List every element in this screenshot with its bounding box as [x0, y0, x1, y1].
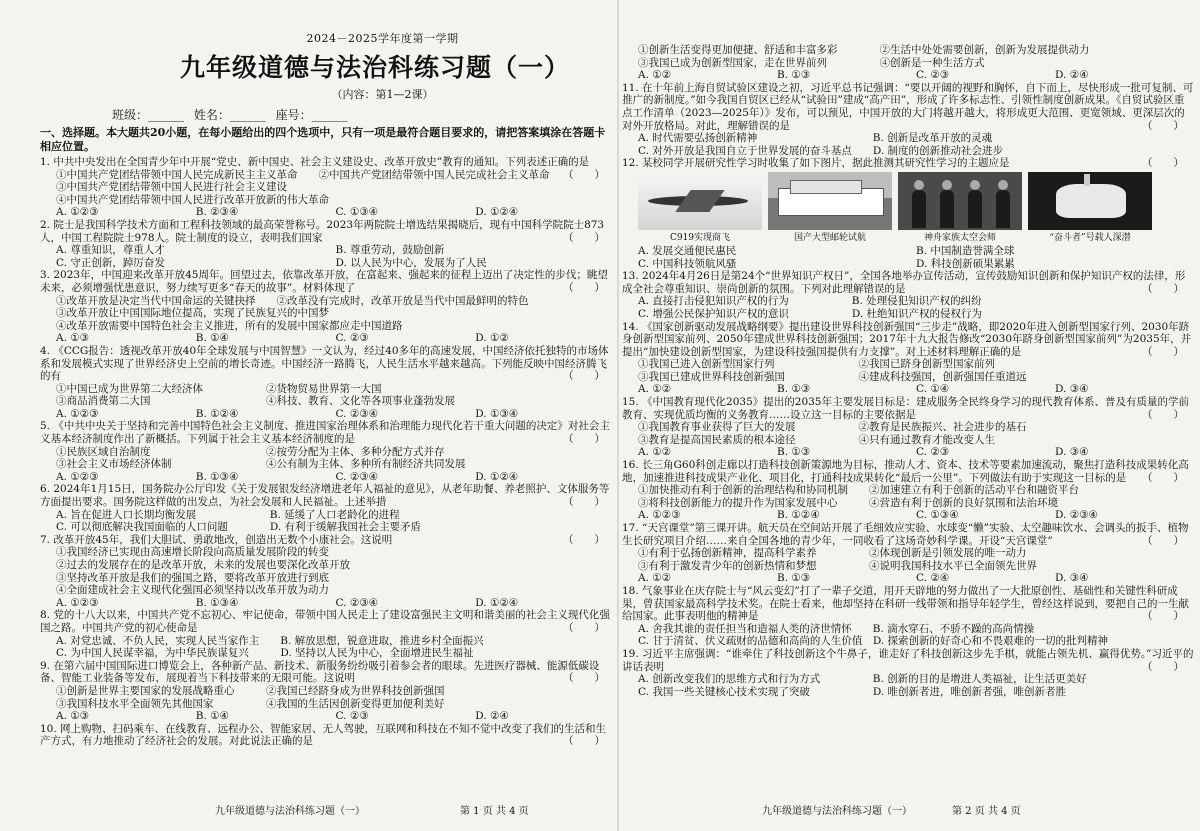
answer-options	[40, 597, 615, 610]
statement-line: ④中国共产党团结带领中国人民进行改革开放新的伟大革命	[56, 193, 329, 206]
question	[622, 459, 1194, 522]
question-stem	[40, 483, 615, 508]
statement-line: ③将科技创新能力的提升作为国家发展中心 ④营造有利于创新的良好氛围和法治环境	[638, 496, 1058, 509]
question-stem	[40, 609, 615, 634]
statement-line: ②过去的发展存在的是改革开放，未来的发展也要深化改革开放	[56, 559, 350, 571]
answer-option: D. 以人民为中心，发展为了人民	[335, 256, 487, 269]
answer-option: B. ①②④	[195, 407, 239, 420]
photo-image	[898, 172, 1022, 230]
question-text: 1. 中共中央发出在全国青少年中开展“党史、新中国史、社会主义建设史、改革开放史”教育的通知。下列表述正确的是	[40, 156, 590, 168]
footer-exam-name: 九年级道德与法治科练习题（一）	[762, 806, 912, 817]
answer-option: A. ①②③	[638, 509, 681, 522]
statement-line: ①我国教育事业获得了巨大的发展 ②教育是民族振兴、社会进步的基石	[638, 421, 1027, 434]
answer-bracket: （ ）	[1142, 534, 1184, 547]
footer-exam-name: 九年级道德与法治科练习题（一）	[215, 806, 365, 817]
question	[622, 157, 1194, 170]
question-text: 2. 院士是我国科学技术方面和工程科技领域的最高荣誉称号。2023年两院院士增选结果揭晓后，现有中国科学院院士873人，中国工程院院士978人。院士制度的设立，表明我们国家	[40, 218, 605, 244]
answer-option: B. ①④	[195, 710, 229, 723]
school-year: 2024－2025学年度第一学期	[306, 32, 459, 45]
question-text: 18. 气象事业在庆存院士与“风云变幻”打了一辈子交道，用开天辟地的努力做出了一大批原创性、基础性和关键性科研成果，曾获国家最高科学技术奖。在院士看来，他却坚持在科研一线带领和指导年轻学生，曾经这样说到，要把自己的一生献给国家。此事表明他的精神是	[622, 584, 1189, 623]
question	[40, 269, 615, 345]
question-text: 3. 2023年，中国迎来改革开放45周年。回望过去，依靠改革开放，在富起来、强起来的征程上迈出了决定性的步伐；眺望未来，必须增强忧患意识，努力续写更多“春天的故事”。材料体现了	[40, 269, 608, 294]
answer-bracket: （ ）	[1142, 157, 1184, 170]
answer-options	[40, 471, 615, 484]
question-text: 16. 长三角G60科创走廊以打造科技创新策源地为目标，推动人才、资本、技术等要素加速流动，聚焦打造科技成果转化高地，加速推进科技成果产业化、项目化，打通科技成果转化“最后一公里”。下列做法有助于实现这一目标的是	[622, 459, 1189, 484]
astronaut-head	[914, 180, 924, 190]
answer-bracket: （ ）	[1142, 610, 1184, 623]
answer-option: A. ①②③	[56, 407, 99, 420]
question	[622, 245, 1194, 270]
statement-line: A. 直接打击侵犯知识产权的行为 B. 处理侵犯知识产权的纠纷	[638, 295, 982, 308]
question	[622, 270, 1194, 320]
photo-caption: “奋斗者”号载人深潜	[1049, 232, 1131, 243]
answer-option: D. ③④	[1055, 572, 1089, 585]
answer-bracket: （ ）	[563, 370, 605, 383]
astronaut-head	[998, 180, 1008, 190]
answer-options	[622, 383, 1194, 396]
answer-option: A. ①②③	[56, 470, 99, 483]
statement-line: ①创新是世界主要国家的发展战略重心 ②我国已经跻身成为世界科技创新强国	[56, 684, 445, 697]
answer-bracket: （ ）	[563, 496, 605, 509]
statement-line: ③我国已建成世界科技创新强国 ④建成科技强国，创新强国任重道远	[638, 370, 1027, 383]
answer-option: A. ①②③	[56, 596, 99, 609]
photo-card	[898, 172, 1022, 243]
answer-option: A. ①③	[56, 710, 90, 723]
answer-option: C. ②③	[335, 332, 369, 345]
answer-bracket: （ ）	[563, 672, 605, 685]
answer-option: B. ①③④	[195, 596, 239, 609]
answer-bracket: （ ）	[1142, 345, 1184, 358]
answer-bracket: （ ）	[1142, 660, 1184, 673]
answer-option: D. ②③④	[1055, 509, 1098, 522]
answer-options	[622, 245, 1194, 270]
answer-option: A. 尊重知识，尊重人才	[56, 244, 165, 257]
ship-deck-shape	[790, 180, 862, 194]
photo-card	[638, 172, 762, 243]
question-text: 11. 在十年前上海自贸试验区建设之初，习近平总书记强调：“要以开阔的视野和胸怀，自下而上，尽快形成一批可复制、可推广的新制度。”如今我国自贸区已经从“试验田”建成“高产田”，形成了许多标志性、引领性制度创新成果。《自贸试验区重点工作清单（2023—2025年）》发布，可以预见，中国开放的大门将越开越大，将形成更大范围、更宽领域、更深层次的对外开放格局。对此，理解错误的是	[622, 81, 1194, 132]
statement-line: C. 增强公民保护知识产权的意识 D. 杜绝知识产权的侵权行为	[638, 307, 983, 320]
answer-option: A. ①②	[638, 69, 672, 82]
question	[40, 345, 615, 421]
astronaut-figure	[940, 190, 954, 228]
question-stem	[622, 396, 1194, 421]
question-text: 12. 某校同学开展研究性学习时收集了如下图片，据此推测其研究性学习的主题应是	[622, 157, 1010, 170]
answer-option: B. ①③	[777, 383, 811, 396]
answer-option: D. ③④	[1055, 446, 1089, 459]
answer-option: C. ②③④	[335, 407, 379, 420]
exam-scope: （内容：第1—2课）	[331, 88, 434, 101]
answer-option: C. 守正创新，踔厉奋发	[56, 256, 165, 269]
statement-line: ①中国已成为世界第二大经济体 ②货物贸易世界第一大国	[56, 382, 382, 395]
answer-option: C. ②④	[916, 572, 950, 585]
question	[622, 648, 1194, 698]
answer-options	[622, 509, 1194, 522]
left-question-list	[40, 156, 615, 748]
astronaut-head	[942, 180, 952, 190]
question-stem	[40, 219, 615, 244]
question-stem	[40, 534, 615, 547]
answer-option: C. ②③	[335, 710, 369, 723]
statement-line: ③商品消费第二大国 ④科技、教育、文化等各项事业蓬勃发展	[56, 395, 455, 408]
answer-option: B. ①③	[777, 572, 811, 585]
photo-strip	[622, 172, 1194, 243]
question	[40, 156, 615, 219]
question-stem	[622, 270, 1194, 295]
answer-option: C. ①③④	[335, 206, 379, 219]
page-divider	[617, 0, 619, 831]
footer-page-number: 第 2 页 共 4 页	[952, 806, 1021, 817]
answer-option: A. ①③	[56, 332, 90, 345]
submersible-mast	[1084, 174, 1090, 186]
question-stem	[40, 660, 615, 685]
footer-page-number: 第 1 页 共 4 页	[460, 806, 529, 817]
left-page	[40, 0, 615, 831]
answer-bracket: （ ）	[563, 735, 605, 748]
question-stem	[622, 321, 1194, 359]
statement-line: C. 甘于清贫、伏义疏财的品德和高尚的人生价值 D. 探索创新的好奇心和不畏艰难的一切的批判精神	[638, 635, 1109, 648]
astronaut-figure	[996, 190, 1010, 228]
statement-line: ①创新生活变得更加便捷、舒适和丰富多彩 ②生活中处处需要创新，创新为发展提供动力	[638, 44, 1090, 56]
answer-option: A. ①②	[638, 383, 672, 396]
question-text: 19. 习近平主席强调：“谁牵住了科技创新这个牛鼻子，谁走好了科技创新这步先手棋，就能占领先机、赢得优势。”习近平的讲话表明	[622, 647, 1194, 673]
answer-bracket: （ ）	[563, 433, 605, 446]
statement-line: C. 可以彻底解决我国面临的人口问题 D. 有利于缓解我国社会主要矛盾	[56, 521, 422, 534]
answer-option: C. 中国科技领航风骚	[638, 257, 737, 270]
photo-caption: 国产大型邮轮试航	[793, 232, 866, 243]
statement-line: ①中国共产党团结带领中国人民完成新民主主义革命 ②中国共产党团结带领中国人民完成社会主义革命	[56, 168, 550, 181]
answer-option: D. ②④	[475, 710, 509, 723]
question-stem	[40, 345, 615, 383]
question-text: 13. 2024年4月26日是第24个“世界知识产权日”，全国各地举办宣传活动，宣传鼓励知识创新和保护知识产权的法律，形成全社会尊重知识、崇尚创新的氛围。下列对此理解错误的是	[622, 270, 1186, 295]
statement-line: ①有利于弘扬创新精神，提高科学素养 ②体现创新是引领发展的唯一动力	[638, 547, 1027, 560]
question-stem	[622, 648, 1194, 673]
question-stem	[622, 522, 1194, 547]
photo-image	[638, 172, 762, 230]
answer-option: B. ①④	[195, 332, 229, 345]
question	[622, 396, 1194, 459]
answer-option: C. ①③④	[916, 509, 959, 522]
answer-option: C. ②③	[916, 446, 950, 459]
statement-line: ④全面建成社会主义现代化强国必须坚持以改革开放为动力	[56, 584, 329, 597]
question	[40, 534, 615, 610]
answer-option: D. ①②④	[475, 470, 519, 483]
answer-options	[40, 206, 615, 219]
question-text: 4. 《CCG报告：透视改革开放40年全球发展与中国智慧》一文认为，经过40多年的高速发展，中国经济依托独特的市场体系和发展模式实现了世界经济史上空前的增长奇迹。中国经济一路腾飞，人民生活水平越来越高。下列能反映中国经济腾飞的有	[40, 344, 609, 383]
answer-options	[40, 244, 615, 269]
statement-line: ①我国已进入创新型国家行列 ②我国已跻身创新型国家前列	[638, 358, 995, 371]
answer-options	[622, 446, 1194, 459]
question	[622, 321, 1194, 397]
answer-option: C. ②③④	[335, 470, 379, 483]
statement-line: ③改革开放让中国国际地位提高，实现了民族复兴的中国梦	[56, 307, 329, 320]
answer-option: D. ①②④	[475, 596, 519, 609]
statement-line: ③坚持改革开放是我们的强国之路，要将改革开放进行到底	[56, 571, 329, 584]
answer-option: D. 科技创新硕果累累	[916, 257, 1015, 270]
answer-option: B. ①②④	[777, 509, 820, 522]
question-stem	[40, 723, 615, 748]
statement-line: C. 为中国人民谋幸福，为中华民族谋复兴 D. 坚持以人民为中心，全面增进民生福祉	[56, 647, 474, 660]
answer-option: D. ②④	[1055, 69, 1089, 82]
answer-options	[40, 332, 615, 345]
statement-line: ③中国共产党团结带领中国人民进行社会主义建设	[56, 181, 287, 194]
question-text: 6. 2024年1月15日，国务院办公厅印发《关于发展银发经济增进老年人福祉的意见》，从老年助餐、养老照护、文体服务等方面提出要求。国务院这样做的出发点，为社会发展和人民福祉。上述举措	[40, 483, 610, 509]
statement-line: C. 我国一些关键核心技术实现了突破 D. 唯创新者进，唯创新者强，唯创新者胜	[638, 685, 1067, 698]
photo-caption: C919实现商飞	[669, 232, 731, 243]
answer-bracket: （ ）	[563, 621, 605, 634]
submersible-shape	[1056, 184, 1126, 218]
answer-options	[40, 710, 615, 723]
answer-bracket: （ ）	[563, 168, 605, 181]
answer-bracket: （ ）	[1142, 282, 1184, 295]
right-question-list	[622, 44, 1194, 698]
student-info-line: 班级：______ 姓名：______ 座号：______	[112, 108, 348, 122]
statement-line: A. 对党忠诚、不负人民，实现人民当家作主 B. 解放思想，锐意进取，推进乡村全面振兴	[56, 634, 484, 647]
photo-caption: 神舟家族太空会师	[923, 232, 996, 243]
answer-option: A. ①②	[638, 446, 672, 459]
statement-line: ③我国科技水平全面领先其他国家 ④我国的生活因创新变得更加便利美好	[56, 697, 445, 710]
question-text: 14. 《国家创新驱动发展战略纲要》提出建设世界科技创新强国“三步走”战略，即2020年进入创新型国家行列、2030年跻身创新型国家前列、2050年建成世界科技创新强国；2017年十九大报告修改“2030年跻身创新型国家前列”为2035年，并提出“加快建设创新型国家，为建设科技强国提供有力支撑”。对上述材料理解正确的是	[622, 320, 1192, 358]
answer-option: A. ①②	[638, 572, 672, 585]
question	[622, 522, 1194, 585]
question-stem	[622, 459, 1194, 484]
answer-bracket: （ ）	[563, 231, 605, 244]
question-text: 8. 党的十八大以来，中国共产党不忘初心、牢记使命，带领中国人民走上了建设富强民主文明和谐美丽的社会主义现代化强国之路。中国共产党的初心使命是	[40, 609, 610, 634]
question	[40, 483, 615, 533]
statement-line: ①民族区域自治制度 ②按劳分配为主体、多种分配方式并存	[56, 445, 445, 458]
answer-options	[622, 572, 1194, 585]
statement-line: ①我国经济已实现由高速增长阶段向高质量发展阶段的转变	[56, 546, 329, 559]
question-stem	[622, 585, 1194, 623]
answer-option: B. 中国制造誉满全球	[916, 244, 1015, 257]
question	[40, 219, 615, 269]
answer-option: B. ①③	[777, 69, 811, 82]
statement-line: ③我国已成为创新型国家，走在世界前列 ④创新是一种生活方式	[638, 56, 985, 69]
answer-bracket: （ ）	[1142, 408, 1184, 421]
answer-option: D. ③④	[1055, 383, 1089, 396]
statement-line: A. 时代需要弘扬创新精神 B. 创新是改革开放的灵魂	[638, 132, 993, 145]
answer-option: B. ①③④	[195, 470, 239, 483]
answer-bracket: （ ）	[563, 281, 605, 294]
question	[622, 82, 1194, 158]
answer-option: C. ②③	[916, 69, 950, 82]
statement-line: ③社会主义市场经济体制 ④公有制为主体、多种所有制经济共同发展	[56, 458, 466, 471]
astronaut-figure	[968, 190, 982, 228]
statement-line: A. 创新改变我们的思维方式和行为方式 B. 创新的目的是增进人类福祉，让生活更美好	[638, 673, 1087, 686]
question	[622, 585, 1194, 648]
question	[40, 420, 615, 483]
answer-option: B. 尊重劳动，鼓励创新	[335, 244, 445, 257]
statement-line: ④改革开放需要中国特色社会主义推进，所有的发展中国家都应走中国道路	[56, 319, 403, 332]
section-heading: 一、选择题。本大题共20小题，在每小题给出的四个选项中，只有一项是最符合题目要求的，请把答案填涂在答题卡相应位置。	[40, 126, 606, 153]
answer-option: D. ①②④	[475, 206, 519, 219]
statement-line: ①加快推动有利于创新的治理结构和协同机制 ②加速建立有利于创新的活动平台和融资平台	[638, 484, 1079, 497]
statement-line: ①改革开放是决定当代中国命运的关键抉择 ②改革没有完成时，改革开放是当代中国最鲜明的特色	[56, 294, 529, 307]
answer-bracket: （ ）	[563, 533, 605, 546]
answer-option: D. ①②	[475, 332, 509, 345]
question-stem	[622, 157, 1194, 170]
answer-option: D. ①③④	[475, 407, 519, 420]
statement-line: ③有利于激发青少年的创新热情和梦想 ④说明我国科技水平已全面领先世界	[638, 559, 1037, 572]
answer-option: B. ①③	[777, 446, 811, 459]
question-text: 10. 网上购物、扫码乘车、在线教育、远程办公、智能家居、无人驾驶，互联网和科技在不知不觉中改变了我们的生活和生产方式，有力地推动了经济社会的发展。对此说法正确的是	[40, 722, 607, 748]
question-text: 9. 在第六届中国国际进口博览会上，各种新产品、新技术、新服务纷纷吸引着参会者的眼球。先进医疗器械、能源低碳设备、智能工业装备等发布，展现着当下科技带来的无限可能。这说明	[40, 659, 600, 685]
answer-option: C. ②③④	[335, 596, 379, 609]
answer-option: C. ①④	[916, 383, 950, 396]
question-text: 17. “天宫课堂”第三课开讲。航天员在空间站开展了毛细效应实验、水球变“懒”实验、太空趣味饮水、会调头的扳手、植物生长研究项目介绍……来自全国各地的青少年，一同收看了这场奇妙科学课。开设“天宫课堂”	[622, 522, 1189, 547]
question-text: 7. 改革开放45年，我们大胆试、勇敢地改，创造出无数个小康社会。这说明	[40, 533, 393, 546]
question	[622, 44, 1194, 82]
photo-card	[1028, 172, 1152, 243]
statement-line: ③教育是提高国民素质的根本途径 ④只有通过教育才能改变人生	[638, 433, 995, 446]
answer-options	[622, 69, 1194, 82]
question-stem	[40, 269, 615, 294]
answer-bracket: （ ）	[1142, 471, 1184, 484]
photo-image	[1028, 172, 1152, 230]
statement-line: A. 舍我其谁的责任担当和造福人类的济世情怀 B. 滴水穿石、不骄不躁的高尚情操	[638, 622, 1035, 635]
question-text: 5. 《中共中央关于坚持和完善中国特色社会主义制度、推进国家治理体系和治理能力现代化若干重大问题的决定》对社会主义基本经济制度作出了新概括。下列属于社会主义基本经济制度的是	[40, 420, 610, 446]
question	[40, 723, 615, 748]
question	[40, 609, 615, 659]
right-page	[622, 0, 1194, 831]
answer-option: A. 发展交通便民惠民	[638, 244, 737, 257]
astronaut-head	[970, 180, 980, 190]
statement-line: C. 对外开放是我国自立于世界发展的奋斗基点 D. 制度的创新推动社会进步	[638, 144, 1004, 157]
astronaut-figure	[912, 190, 926, 228]
photo-card	[768, 172, 892, 243]
answer-bracket: （ ）	[1142, 119, 1184, 132]
question-stem	[622, 82, 1194, 132]
question-stem	[40, 420, 615, 445]
answer-option: A. ①②③	[56, 206, 99, 219]
photo-image	[768, 172, 892, 230]
statement-line: A. 旨在促进人口长期均衡发展 B. 延缓了人口老龄化的进程	[56, 508, 400, 521]
answer-options	[40, 408, 615, 421]
question	[40, 660, 615, 723]
exam-title: 九年级道德与法治科练习题（一）	[179, 53, 570, 82]
answer-option: B. ②③④	[195, 206, 239, 219]
question-text: 15. 《中国教育现代化2035》提出的2035年主要发展目标是：建成服务全民终身学习的现代教育体系、普及有质量的学前教育、实现优质均衡的义务教育……设立这一目标的主要依据是	[622, 396, 1189, 421]
